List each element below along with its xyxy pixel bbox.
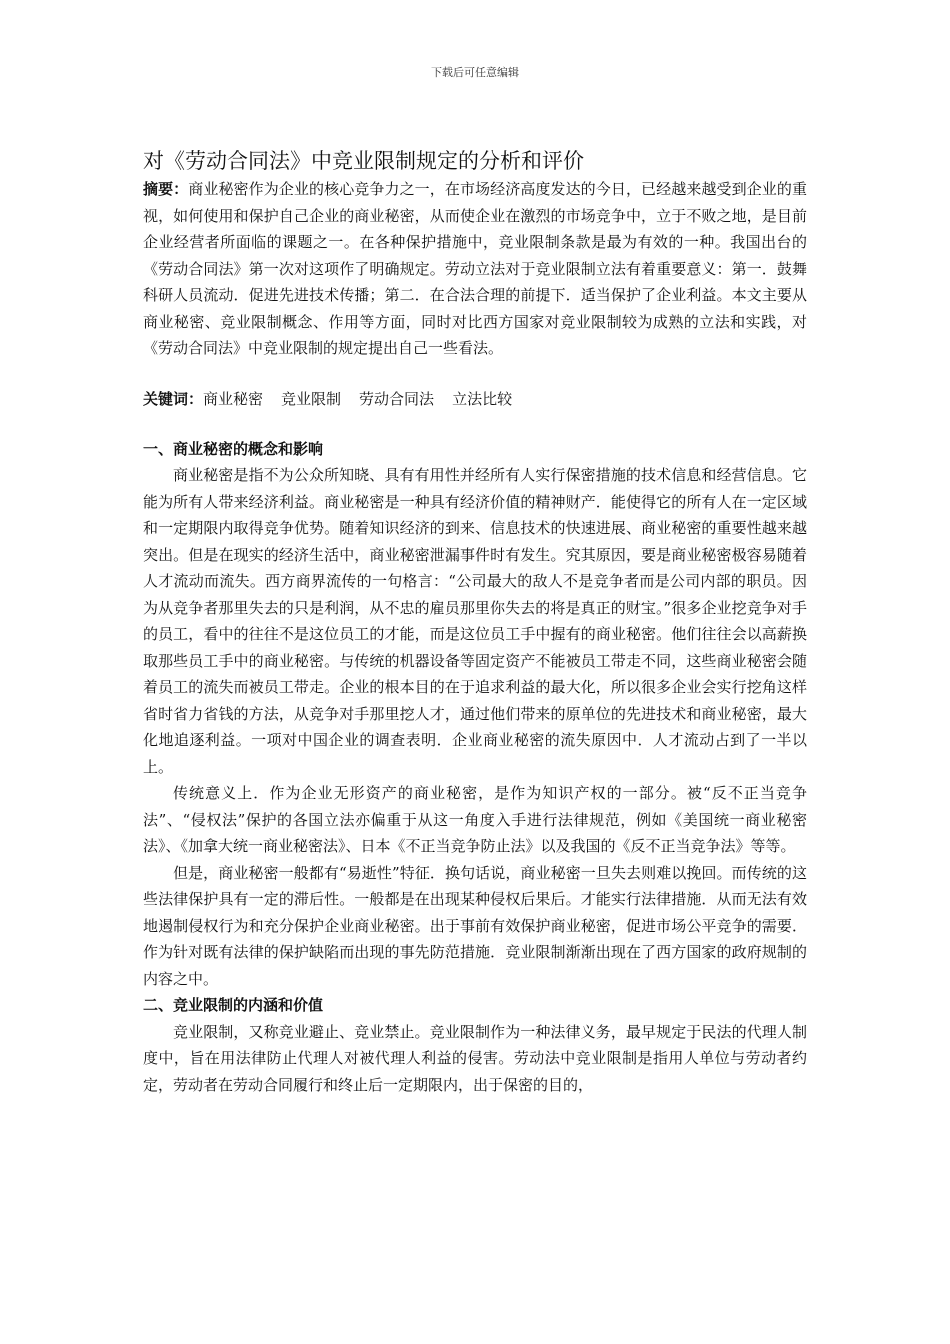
abstract-paragraph xyxy=(143,176,807,362)
spacer xyxy=(143,412,807,436)
section-paragraph: 但是，商业秘密一般都有“易逝性”特征．换句话说，商业秘密一旦失去则难以挽回。而传统的这些法律保护具有一定的滞后性。一般都是在出现某种侵权后果后。才能实行法律措施．从而无法有效地遏制侵权行为和充分保护企业商业秘密。出于事前有效保护商业秘密，促进市场公平竞争的需要．作为针对既有法律的保护缺陷而出现的事先防范措施．竞业限制渐渐出现在了西方国家的政府规制的内容之中。 xyxy=(143,863,807,988)
document-body xyxy=(143,146,807,1098)
section-paragraph: 商业秘密是指不为公众所知晓、具有有用性并经所有人实行保密措施的技术信息和经营信息。它能为所有人带来经济利益。商业秘密是一种具有经济价值的精神财产．能使得它的所有人在一定区域和一定期限内取得竞争优势。随着知识经济的到来、信息技术的快速进展、商业秘密的重要性越来越突出。但是在现实的经济生活中，商业秘密泄漏事件时有发生。究其原因，要是商业秘密极容易随着人才流动而流失。西方商界流传的一句格言：“公司最大的敌人不是竞争者而是公司内部的职员。因为从竞争者那里失去的只是利润，从不忠的雇员那里你失去的将是真正的财宝。”很多企业挖竞争对手的员工，看中的往往不是这位员工的才能，而是这位员工手中握有的商业秘密。他们往往会以高薪换取那些员工手中的商业秘密。与传统的机器设备等固定资产不能被员工带走不同，这些商业秘密会随着员工的流失而被员工带走。企业的根本目的在于追求利益的最大化，所以很多企业会实行挖角这样省时省力省钱的方法，从竞争对手那里挖人才，通过他们带来的原单位的先进技术和商业秘密，最大化地追逐利益。一项对中国企业的调查表明．企业商业秘密的流失原因中．人才流动占到了一半以上。 xyxy=(143,466,807,776)
keyword-item: 竞业限制 xyxy=(281,389,342,408)
section-paragraph: 传统意义上．作为企业无形资产的商业秘密，是作为知识产权的一部分。被“反不正当竞争法”、“侵权法”保护的各国立法亦偏重于从这一角度入手进行法律规范，例如《美国统一商业秘密法》、《加拿大统一商业秘密法》、日本《不正当竞争防止法》以及我国的《反不正当竞争法》等等。 xyxy=(143,784,807,855)
header-note: 下载后可任意编辑 xyxy=(431,66,519,79)
keyword-item: 商业秘密 xyxy=(203,389,264,408)
abstract-label: 摘要： xyxy=(143,180,189,198)
spacer xyxy=(143,362,807,386)
keyword-item: 立法比较 xyxy=(452,389,513,408)
document-title: 对《劳动合同法》中竞业限制规定的分析和评价 xyxy=(143,149,584,173)
keywords-label: 关键词： xyxy=(143,389,204,408)
section-heading: 一、商业秘密的概念和影响 xyxy=(143,439,324,458)
section-heading: 二、竞业限制的内涵和价值 xyxy=(143,996,324,1014)
abstract-text: 商业秘密作为企业的核心竞争力之一，在市场经济高度发达的今日，已经越来越受到企业的重视，如何使用和保护自己企业的商业秘密，从而使企业在激烈的市场竞争中，立于不败之地，是目前企业经营者所面临的课题之一。在各种保护措施中，竞业限制条款是最为有效的一种。我国出台的《劳动合同法》第一次对这项作了明确规定。劳动立法对于竞业限制立法有着重要意义：第一．鼓舞科研人员流动．促进先进技术传播；第二．在合法合理的前提下．适当保护了企业利益。本文主要从商业秘密、竞业限制概念、作用等方面，同时对比西方国家对竞业限制较为成熟的立法和实践，对《劳动合同法》中竞业限制的规定提出自己一些看法。 xyxy=(143,180,807,357)
keyword-item: 劳动合同法 xyxy=(359,389,435,408)
section-paragraph: 竞业限制，又称竞业避止、竞业禁止。竞业限制作为一种法律义务，最早规定于民法的代理人制度中，旨在用法律防止代理人对被代理人利益的侵害。劳动法中竞业限制是指用人单位与劳动者约定，劳动者在劳动合同履行和终止后一定期限内，出于保密的目的， xyxy=(143,1022,807,1094)
keywords-line xyxy=(143,386,807,412)
